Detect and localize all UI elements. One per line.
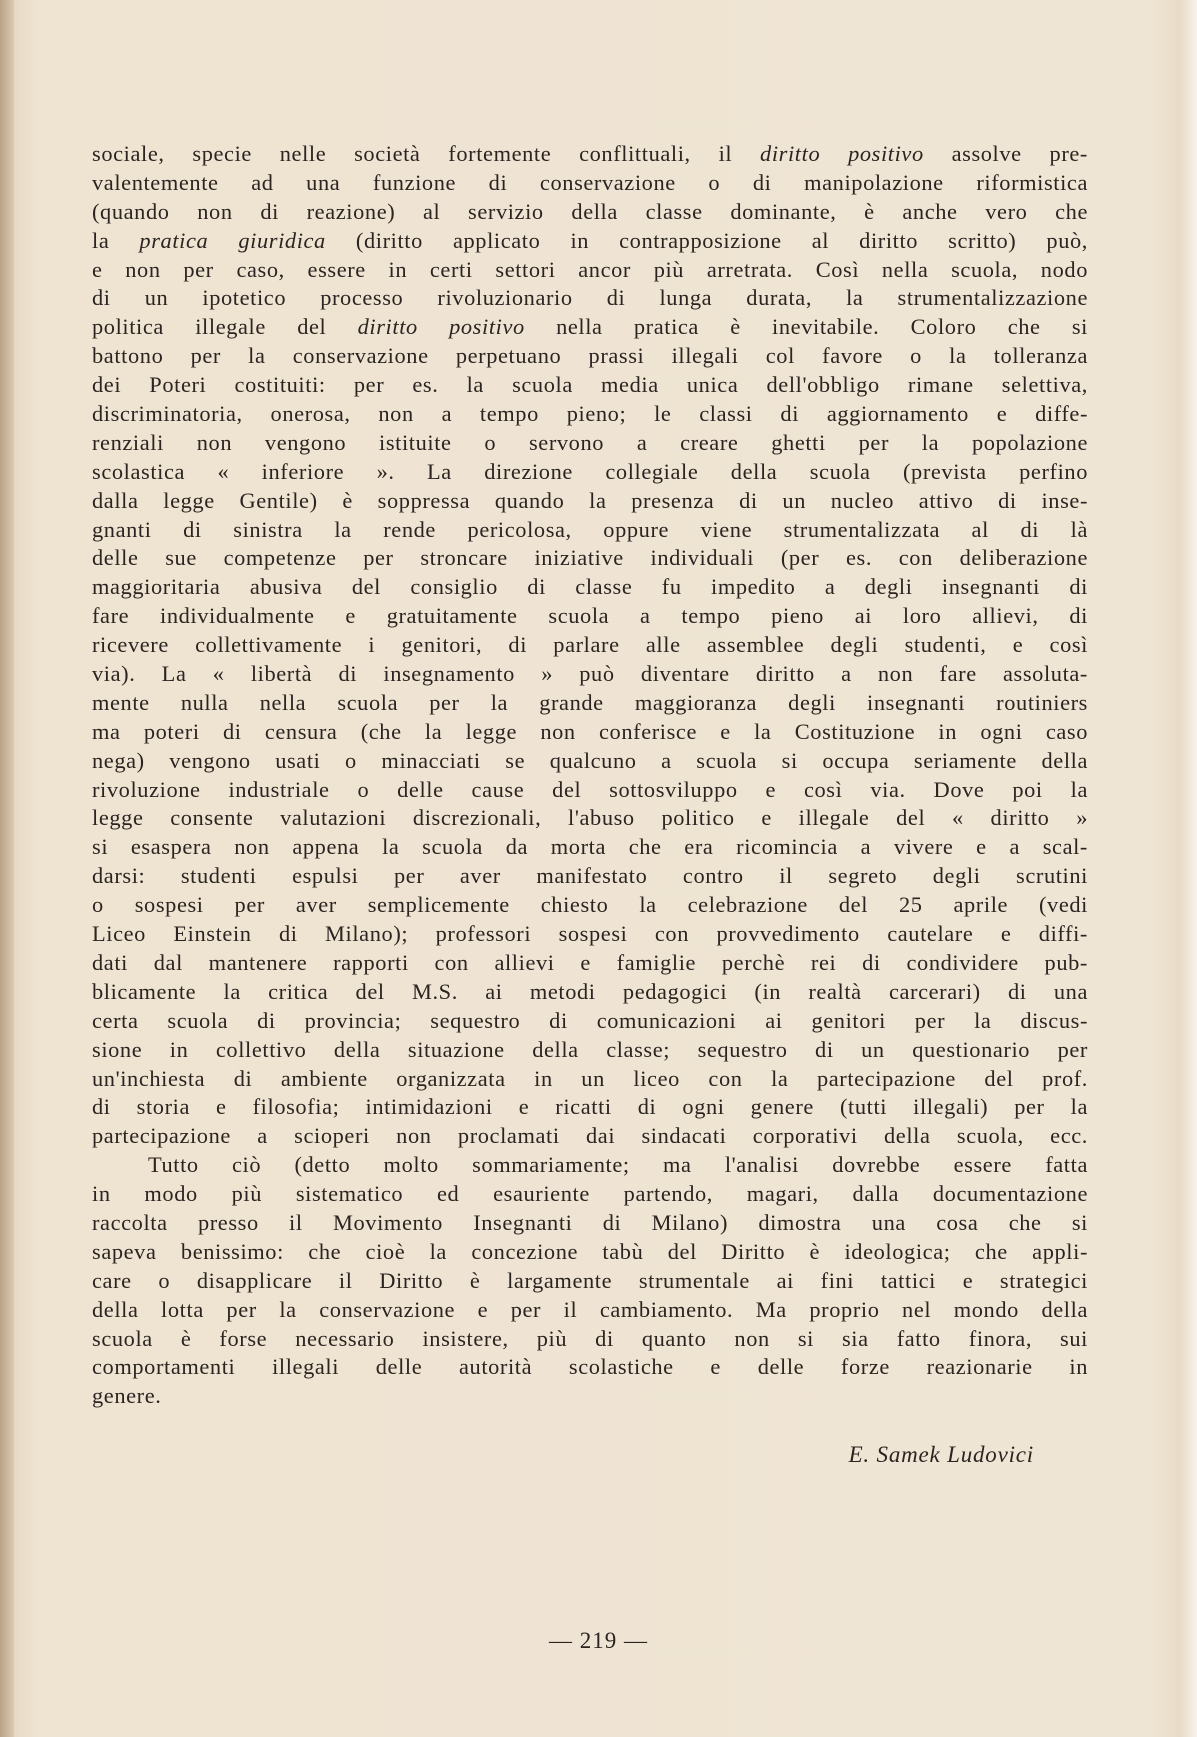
text-line: e non per caso, essere in certi settori ancor più arretrata. Così nella scuola, nodo <box>92 256 1088 282</box>
text-line: fare individualmente e gratuitamente scuola a tempo pieno ai loro allievi, di <box>92 603 1088 629</box>
text-line: scuola è forse necessario insistere, più di quanto non si sia fatto finora, sui <box>92 1325 1088 1351</box>
text-line: mente nulla nella scuola per la grande maggioranza degli insegnanti routiniers <box>92 689 1088 715</box>
text-line: valentemente ad una funzione di conservazione o di manipolazione riformistica <box>92 169 1088 195</box>
body-text <box>92 140 1088 1411</box>
text-line: darsi: studenti espulsi per aver manifestato contro il segreto degli scrutini <box>92 863 1088 889</box>
text-line: un'inchiesta di ambiente organizzata in un liceo con la partecipazione del prof. <box>92 1065 1088 1091</box>
text-line: la pratica giuridica (diritto applicato in contrapposizione al diritto scritto) può, <box>92 227 1089 253</box>
text-line: della lotta per la conservazione e per il cambiamento. Ma proprio nel mondo della <box>92 1296 1088 1322</box>
text-line: di un ipotetico processo rivoluzionario di lunga durata, la strumentalizzazione <box>92 285 1088 311</box>
text-line: (quando non di reazione) al servizio della classe dominante, è anche vero che <box>92 198 1088 224</box>
text-line: dei Poteri costituiti: per es. la scuola media unica dell'obbligo rimane selettiva, <box>92 372 1088 398</box>
page-binding-edge <box>0 0 14 1737</box>
text-line: partecipazione a scioperi non proclamati dai sindacati corporativi della scuola, ecc. <box>92 1123 1088 1149</box>
text-line: scolastica « inferiore ». La direzione collegiale della scuola (prevista perfino <box>92 458 1088 484</box>
text-line: sapeva benissimo: che cioè la concezione tabù del Diritto è ideologica; che appli- <box>92 1238 1088 1264</box>
page-number: — 219 — <box>549 1628 648 1653</box>
text-line: legge consente valutazioni discrezionali, l'abuso politico e illegale del « diritto » <box>92 805 1088 831</box>
text-line: comportamenti illegali delle autorità scolastiche e delle forze reazionarie in <box>92 1354 1088 1380</box>
text-line: discriminatoria, onerosa, non a tempo pieno; le classi di aggiornamento e diffe- <box>92 401 1088 427</box>
text-line: dati dal mantenere rapporti con allievi e famiglie perchè rei di condividere pub- <box>92 949 1088 975</box>
paragraph-start-line: Tutto ciò (detto molto sommariamente; ma l'analisi dovrebbe essere fatta <box>148 1152 1088 1178</box>
text-line: Liceo Einstein di Milano); professori sospesi con provvedimento cautelare e diffi- <box>92 921 1088 947</box>
text-line: certa scuola di provincia; sequestro di comunicazioni ai genitori per la discus- <box>92 1007 1088 1033</box>
author-signature: E. Samek Ludovici <box>848 1442 1034 1467</box>
text-line: sociale, specie nelle società fortemente conflittuali, il diritto positivo assolve pre- <box>92 141 1088 166</box>
text-line: in modo più sistematico ed esauriente partendo, magari, dalla documentazione <box>92 1181 1088 1207</box>
text-line: ma poteri di censura (che la legge non conferisce e la Costituzione in ogni caso <box>92 718 1088 744</box>
text-line: rivoluzione industriale o delle cause del sottosviluppo e così via. Dove poi la <box>92 776 1088 802</box>
text-line: delle sue competenze per stroncare iniziative individuali (per es. con deliberazione <box>92 545 1088 571</box>
text-line: maggioritaria abusiva del consiglio di classe fu impedito a degli insegnanti di <box>92 574 1088 600</box>
text-line: raccolta presso il Movimento Insegnanti di Milano) dimostra una cosa che si <box>92 1209 1088 1235</box>
text-line: gnanti di sinistra la rende pericolosa, oppure viene strumentalizzata al di là <box>92 516 1088 542</box>
text-line: genere. <box>92 1383 162 1409</box>
text-line: care o disapplicare il Diritto è largamente strumentale ai fini tattici e strategici <box>92 1267 1088 1293</box>
text-line: ricevere collettivamente i genitori, di parlare alle assemblee degli studenti, e così <box>92 632 1088 658</box>
text-line: dalla legge Gentile) è soppressa quando la presenza di un nucleo attivo di inse- <box>92 487 1088 513</box>
text-line: battono per la conservazione perpetuano prassi illegali col favore o la tolleranza <box>92 343 1088 369</box>
text-line: si esaspera non appena la scuola da morta che era ricomincia a vivere e a scal- <box>92 834 1088 860</box>
text-line: di storia e filosofia; intimidazioni e ricatti di ogni genere (tutti illegali) per la <box>92 1094 1088 1120</box>
text-line: via). La « libertà di insegnamento » può diventare diritto a non fare assoluta- <box>92 661 1088 687</box>
text-line: renziali non vengono istituite o servono a creare ghetti per la popolazione <box>92 429 1088 455</box>
text-line: o sospesi per aver semplicemente chiesto la celebrazione del 25 aprile (vedi <box>92 892 1088 918</box>
text-line: politica illegale del diritto positivo nella pratica è inevitabile. Coloro che si <box>92 314 1088 340</box>
text-line: sione in collettivo della situazione della classe; sequestro di un questionario per <box>92 1036 1088 1062</box>
text-line: blicamente la critica del M.S. ai metodi pedagogici (in realtà carcerari) di una <box>92 978 1088 1004</box>
text-line: nega) vengono usati o minacciati se qualcuno a scuola si occupa seriamente della <box>92 747 1088 773</box>
